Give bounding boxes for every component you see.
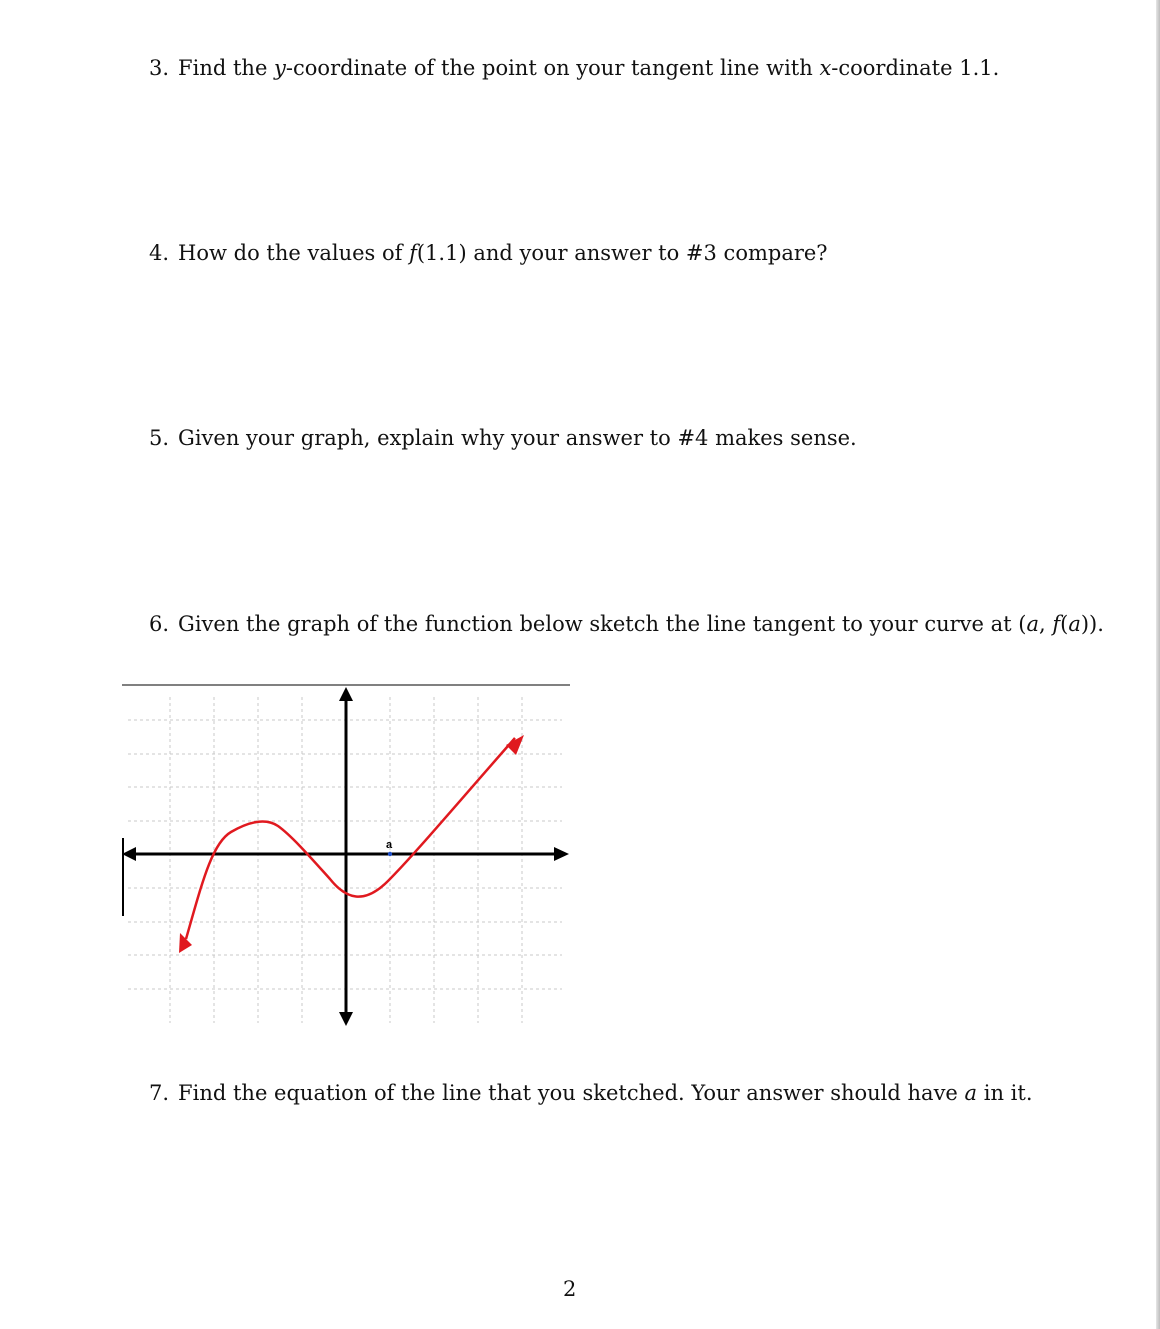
- question-6: [149, 614, 1104, 635]
- question-text: [178, 56, 999, 80]
- page-edge: [1156, 0, 1160, 1329]
- question-text-segment: Given your graph, explain why your answer to #4 makes sense.: [178, 426, 857, 450]
- question-number: 5.: [149, 426, 170, 450]
- question-text-segment: in it.: [977, 1081, 1033, 1105]
- question-text-segment: )).: [1080, 612, 1104, 636]
- question-number: 7.: [149, 1081, 170, 1105]
- page-number: 2: [563, 1277, 577, 1301]
- question-text-segment: How do the values of: [178, 241, 410, 265]
- question-4: [149, 243, 828, 264]
- question-text: [178, 426, 857, 450]
- math-variable: y: [274, 56, 286, 80]
- point-a-marker: [388, 852, 392, 856]
- function-graph: [120, 683, 572, 1028]
- math-variable: a: [1068, 612, 1081, 636]
- question-text-segment: Find the: [178, 56, 275, 80]
- question-text-segment: Find the equation of the line that you sketched. Your answer should have: [178, 1081, 965, 1105]
- math-variable: f: [409, 241, 417, 265]
- math-variable: f: [1052, 612, 1061, 636]
- x-axis-left-arrow: [122, 847, 136, 861]
- math-variable: a: [964, 1081, 978, 1105]
- question-7: [149, 1083, 1033, 1104]
- question-number: 6.: [149, 612, 170, 636]
- question-text: [178, 612, 1104, 636]
- question-text-segment: -coordinate of the point on your tangent line with: [285, 56, 820, 80]
- question-number: 3.: [149, 56, 170, 80]
- question-text-segment: ,: [1038, 612, 1053, 636]
- math-variable: x: [819, 56, 832, 80]
- question-text-segment: (: [1060, 612, 1069, 636]
- question-text-segment: -coordinate 1.1.: [831, 56, 1000, 80]
- question-text-segment: (1.1) and your answer to #3 compare?: [416, 241, 828, 265]
- math-variable: a: [1026, 612, 1039, 636]
- question-number: 4.: [149, 241, 170, 265]
- x-axis-right-arrow: [554, 847, 569, 861]
- function-curve: [186, 738, 515, 939]
- curve-lower-arrow: [179, 933, 192, 953]
- question-text-segment: Given the graph of the function below sketch the line tangent to your curve at (: [178, 612, 1027, 636]
- y-axis-up-arrow: [339, 687, 353, 701]
- question-3: [149, 58, 999, 79]
- y-axis-down-arrow: [339, 1012, 353, 1026]
- point-a-label: a: [386, 839, 393, 851]
- question-5: [149, 428, 857, 449]
- question-text: [178, 1081, 1032, 1105]
- question-text: [178, 241, 828, 265]
